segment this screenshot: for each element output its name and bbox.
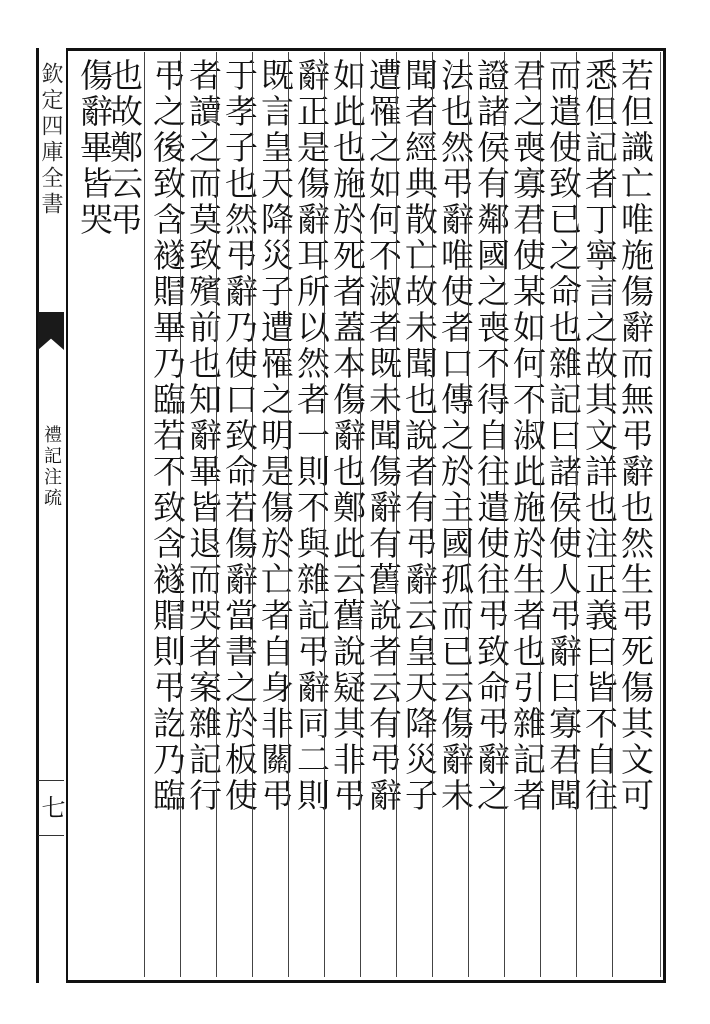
text-column: 聞者經典散亡故未聞也說者有弔辭云皇天降災子 — [400, 58, 439, 814]
text-column: 傷辭畢皆哭 — [75, 58, 114, 238]
column-rule — [360, 52, 361, 977]
column-rule — [144, 52, 145, 977]
column-rule — [612, 52, 613, 977]
source-title: 禮記注疏 — [41, 425, 62, 509]
text-column: 如此也施於死者蓋本傷辭也鄭此云舊說疑其非弔 — [328, 58, 367, 814]
column-rule — [504, 52, 505, 977]
column-rule — [216, 52, 217, 977]
text-column: 辭正是傷辭耳所以然者一則不與雜記弔辭同二則 — [292, 58, 331, 814]
column-rule — [468, 52, 469, 977]
column-rule — [252, 52, 253, 977]
column-rule — [576, 52, 577, 977]
text-column: 若但識亡唯施傷辭而無弔辭也然生弔死傷其文可 — [616, 58, 655, 814]
text-column: 弔之後致含襚賵畢乃臨若不致含襚賵則弔訖乃臨 — [148, 58, 187, 814]
column-rule — [324, 52, 325, 977]
column-rule — [432, 52, 433, 977]
text-column: 而遣使致已之命也雜記曰諸侯使人弔辭曰寡君聞 — [544, 58, 583, 814]
page-number: 七 — [37, 795, 65, 819]
margin-rule — [38, 835, 64, 836]
margin-rule — [38, 780, 64, 781]
column-rule — [180, 52, 181, 977]
text-column: 法也然弔辭唯使者口傳之於主國孤而已云傷辭未 — [436, 58, 475, 814]
text-column: 既言皇天降災子遭罹之明是傷於亡者自身非關弔 — [256, 58, 295, 814]
text-column: 于孝子也然弔辭乃使口致命若傷辭當書之於板使 — [220, 58, 259, 814]
column-rule — [288, 52, 289, 977]
book-title: 欽定四庫全書 — [38, 62, 63, 218]
text-column: 遭罹之如何不淑者既未聞傷辭有舊說者云有弔辭 — [364, 58, 403, 814]
text-column: 也故鄭云弔 — [105, 58, 144, 238]
text-column: 君之喪寡君使某如何不淑此施於生者也引雜記者 — [508, 58, 547, 814]
column-rule — [540, 52, 541, 977]
text-column: 悉但記者丁寧言之故其文詳也注正義曰皆不自往 — [580, 58, 619, 814]
text-column: 證諸侯有鄰國之喪不得自往遣使往弔致命弔辭之 — [472, 58, 511, 814]
text-column: 者讀之而莫致殯前也知辭畢皆退而哭者案雜記行 — [184, 58, 223, 814]
column-rule — [396, 52, 397, 977]
